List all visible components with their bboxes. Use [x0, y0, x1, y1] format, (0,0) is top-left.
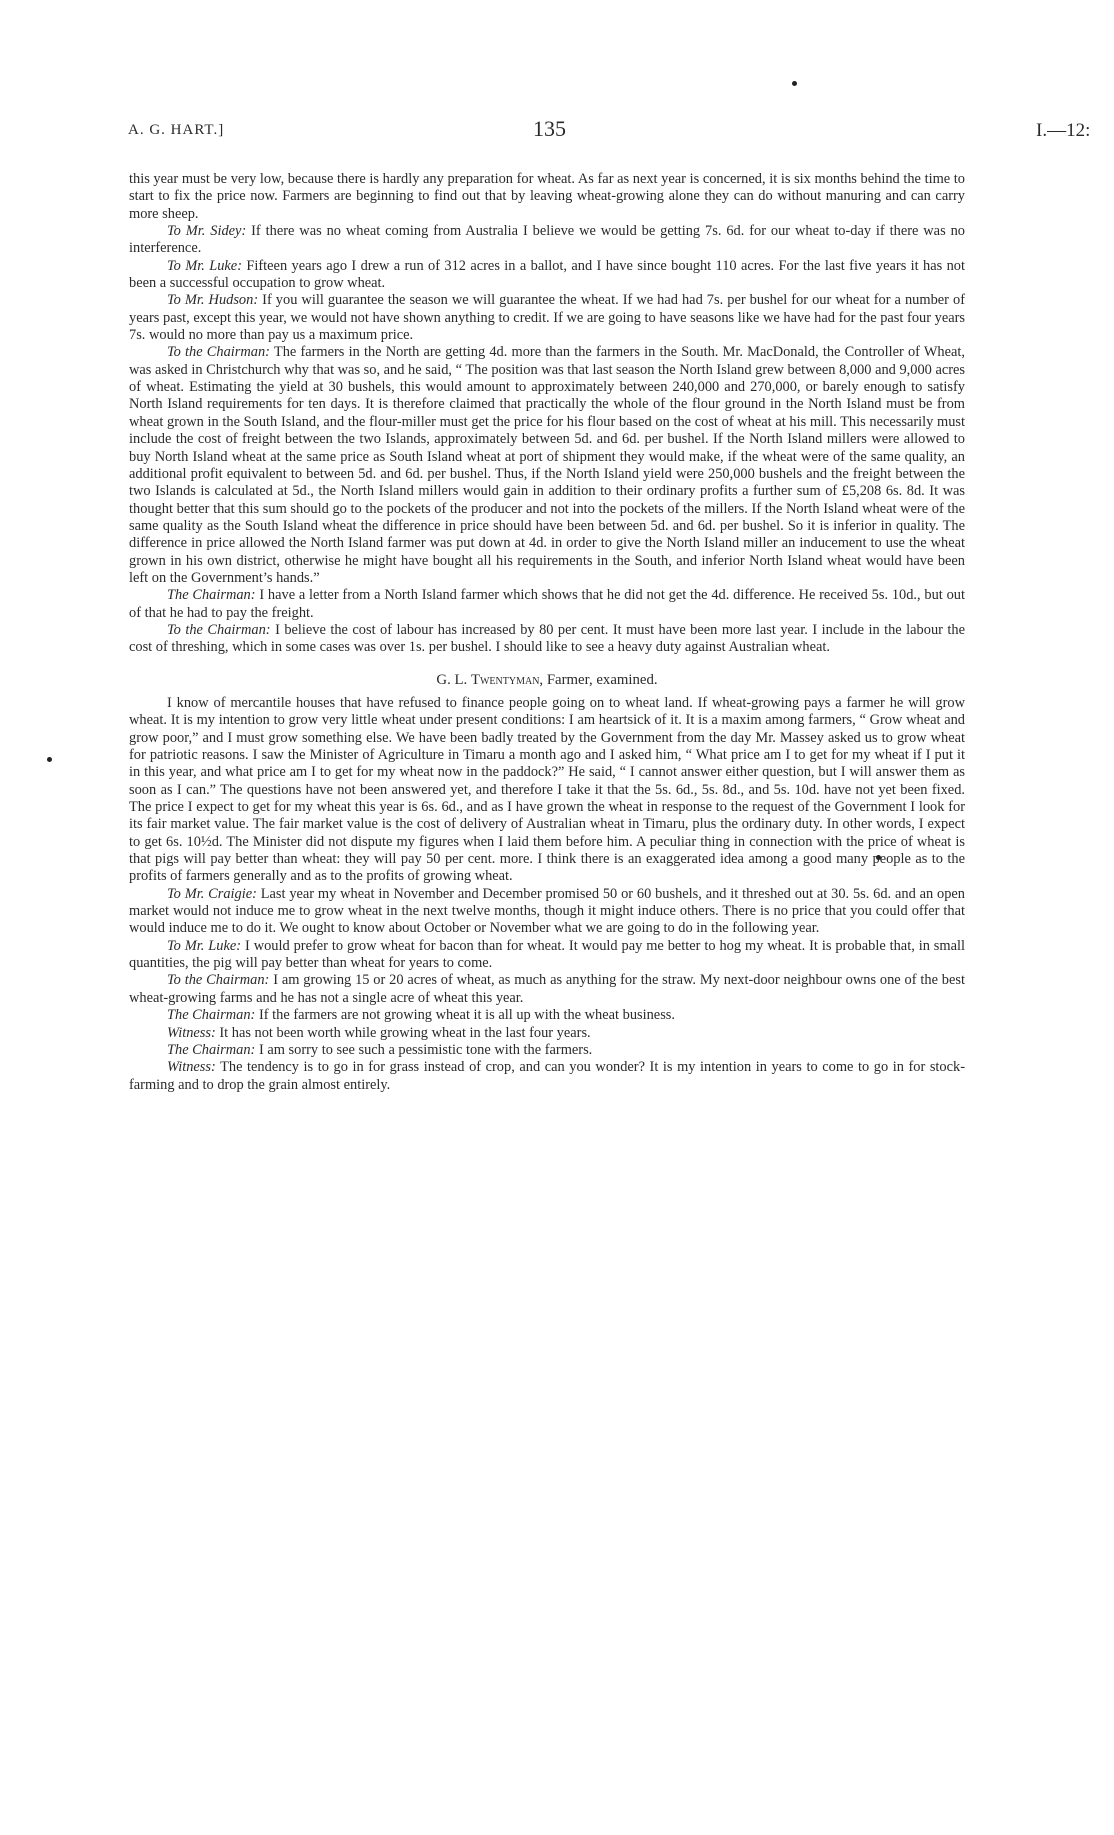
- speaker: To the Chairman:: [167, 972, 270, 989]
- page-number: 135: [533, 116, 566, 141]
- paragraph: To the Chairman: The farmers in the North are getting 4d. more than the farmers in the South. Mr. MacDonald, the Controller of Wheat, was asked in Christchurch why that was so, and he said, “ The position was that last season the North Island grew between 8,000 and 9,000 acres of wheat. Estimating the yield at 30 bushels, this would amount to approximately between 240,000 and 270,000, or barely enough to satisfy North Island requirements for ten days. It is therefore claimed that practically the whole of the flour ground in the North Island must be from wheat grown in the South Island, and the flour-miller must get the price for his flour based on the cost of wheat at his mill. This necessarily must include the cost of freight between the two Islands, approximately between 5d. and 6d. per bushel. If the North Island millers were allowed to buy North Island wheat at the same price as South Island wheat at port of shipment they would make, if the wheat were of the same quality, an additional profit equivalent to between 5d. and 6d. per bushel. Thus, if the North Island yield were 250,000 bushels and the freight between the two Islands is calculated at 5d., the North Island millers would gain in addition to their ordinary profits a further sum of £5,208 6s. 8d. It was thought better that this sum should go to the pockets of the producer and not into the pockets of the millers. If the North Island wheat were of the same quality as the South Island wheat the difference in price should have been between 5d. and 6d. per bushel. So it is inferior in quality. The difference in price allowed the North Island farmer was put down at 4d. in order to give the North Island miller an inducement to use the wheat grown in his own district, otherwise he might have bought all his requirements in the South, and inferior North Island wheat would have been left on the Government’s hands.”: [129, 344, 965, 586]
- speaker: Witness:: [167, 1024, 216, 1041]
- speaker: The Chairman:: [167, 587, 256, 604]
- speaker: Witness:: [167, 1059, 216, 1076]
- speaker: To the Chairman:: [167, 344, 270, 361]
- witness-surname: Twentyman: [470, 671, 540, 688]
- paragraph: To Mr. Luke: I would prefer to grow wheat for bacon than for wheat. It would pay me better to hog my wheat. It is probable that, in small quantities, the pig will pay better than wheat for years to come.: [129, 937, 965, 972]
- stray-mark-top: [792, 81, 797, 86]
- speaker: To Mr. Hudson:: [167, 292, 259, 309]
- document-body: [129, 171, 965, 1094]
- speaker: To Mr. Luke:: [167, 257, 242, 274]
- paragraph: To Mr. Craigie: Last year my wheat in November and December promised 50 or 60 bushels, and it threshed out at 30. 5s. 6d. and an open market would not induce me to grow wheat in the next twelve months, though it might induce others. There is no price that you could offer that would induce me to do it. We ought to know about October or November what we are going to do in the following year.: [129, 885, 965, 937]
- paragraph: I know of mercantile houses that have refused to finance people going on to wheat land. If wheat-growing pays a farmer he will grow wheat. It is my intention to grow very little wheat under present conditions: I am heartsick of it. It is a maxim among farmers, “ Grow wheat and grow poor,” and I must grow something else. We have been badly treated by the Government from the day Mr. Massey asked us to grow wheat for patriotic reasons. I saw the Minister of Agriculture in Timaru a month ago and I asked him, “ What price am I to get for my wheat if I put it in this year, and what price am I to get for my wheat now in the paddock?” He said, “ I cannot answer either question, but I will answer them as soon as I can.” The questions have not been answered yet, and therefore I take it that the 5s. 6d., 5s. 8d., and 5s. 10d. have not yet been fixed. The price I expect to get for my wheat this year is 6s. 6d., and as I have grown the wheat in response to the request of the Government I look for its fair market value. The fair market value is the cost of delivery of Australian wheat in Timaru, plus the ordinary duty. In other words, I expect to get 6s. 10½d. The Minister did not dispute my figures when I laid them before him. A peculiar thing in connection with the price of wheat is that pigs will pay better than wheat: they will pay 50 per cent. more. I think there is an exaggerated idea among a good many people as to the profits of farmers generally and as to the profits of growing wheat.: [129, 694, 965, 885]
- paragraph: Witness: The tendency is to go in for grass instead of crop, and can you wonder? It is my intention in years to come to go in for stock-farming and to drop the grain almost entirely.: [129, 1059, 966, 1093]
- stray-mark-left: [47, 757, 52, 762]
- witness-heading: G. L. Twentyman, Farmer, examined.: [436, 671, 658, 688]
- document-reference: I.—12:: [1036, 120, 1091, 141]
- speaker: To Mr. Craigie:: [167, 885, 257, 902]
- paragraph: To Mr. Hudson: If you will guarantee the season we will guarantee the wheat. If we had had 7s. per bushel for our wheat for a number of years past, except this year, we would not have shown anything to credit. If we are going to have seasons like we have had for the past four years 7s. would no more than pay us a maximum price.: [129, 292, 965, 344]
- paragraph-continued: this year must be very low, because there is hardly any preparation for wheat. As far as next year is concerned, it is six months behind the time to start to fix the price now. Farmers are beginning to find out that by leaving wheat-growing alone they can do without manuring and can carry more sheep.: [129, 171, 965, 222]
- paragraph: To the Chairman: I believe the cost of labour has increased by 80 per cent. It must have been more last year. I include in the labour the cost of threshing, which in some cases was over 1s. per bushel. I should like to see a heavy duty against Australian wheat.: [129, 621, 965, 656]
- speaker: The Chairman:: [167, 1007, 256, 1024]
- paragraph: Witness: It has not been worth while growing wheat in the last four years.: [167, 1024, 591, 1041]
- paragraph: To Mr. Luke: Fifteen years ago I drew a run of 312 acres in a ballot, and I have since bought 110 acres. For the last five years it has not been a successful occupation to grow wheat.: [129, 257, 965, 292]
- paragraph: To the Chairman: I am growing 15 or 20 acres of wheat, as much as anything for the straw. My next-door neighbour owns one of the best wheat-growing farms and he has not a single acre of wheat this year.: [129, 972, 965, 1006]
- speaker: To the Chairman:: [167, 621, 271, 638]
- paragraph: The Chairman: I have a letter from a North Island farmer which shows that he did not get the 4d. difference. He received 5s. 10d., but out of that he had to pay the freight.: [129, 587, 965, 621]
- header-witness-name: A. G. HART.]: [128, 122, 225, 138]
- speaker: The Chairman:: [167, 1041, 256, 1058]
- speaker: To Mr. Sidey:: [167, 223, 247, 240]
- paragraph: The Chairman: I am sorry to see such a pessimistic tone with the farmers.: [167, 1041, 593, 1058]
- paragraph: To Mr. Sidey: If there was no wheat coming from Australia I believe we would be getting 7s. 6d. for our wheat to-day if there was no interference.: [129, 223, 965, 257]
- speaker: To Mr. Luke:: [167, 937, 242, 954]
- paragraph: The Chairman: If the farmers are not growing wheat it is all up with the wheat business.: [167, 1007, 675, 1024]
